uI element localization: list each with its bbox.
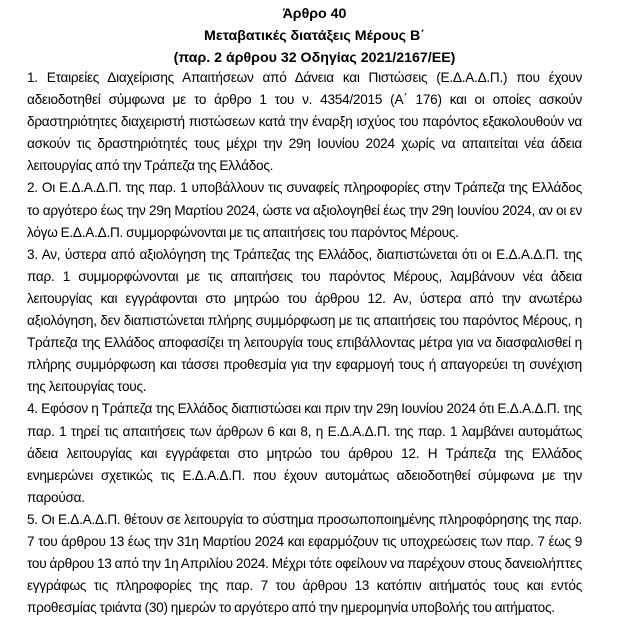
article-heading xyxy=(0,0,629,69)
paragraph-2: 2. Οι Ε.Δ.Α.Δ.Π. της παρ. 1 υποβάλλουν τις συναφείς πληροφορίες στην Τράπεζα της Ελλάδος το αργότερο έως την 29η Μαρτίου 2024, ώστε να αξιολογηθεί έως την 29η Ιουνίου 2024, αν οι εν λόγω Ε.Δ.Α.Δ.Π. συμμορφώνονται με τις απαιτήσεις του παρόντος Μέρους. xyxy=(27,180,582,240)
article-reference: (παρ. 2 άρθρου 32 Οδηγίας 2021/2167/ΕΕ) xyxy=(173,50,456,66)
paragraph-5: 5. Οι Ε.Δ.Α.Δ.Π. θέτουν σε λειτουργία το σύστημα προσωποποιημένης πληροφόρησης της παρ. 7 του άρθρου 13 έως την 31η Μαρτίου 2024 και εφαρμόζουν τις υποχρεώσεις των παρ. 7 έως 9 του άρθρου 13 από την 1η Απριλίου 2024. Μέχρι τότε οφείλουν να παρέχουν στους δανειολήπτες εγγράφως τις πληροφορίες της παρ. 7 του άρθρου 13 κατόπιν αιτήματός τους και εντός προθεσμίας τριάντα (30) ημερών το αργότερο από την ημερομηνία υποβολής του αιτήματος. xyxy=(27,511,582,616)
paragraph-1: 1. Εταιρείες Διαχείρισης Απαιτήσεων από Δάνεια και Πιστώσεις (Ε.Δ.Α.Δ.Π.) που έχουν αδειοδοτηθεί σύμφωνα με το άρθρο 1 του ν. 4354/2015 (Α΄ 176) και οι οποίες ασκούν δραστηριότητες διαχειριστή πιστώσεων κατά την έναρξη ισχύος του παρόντος εξακολουθούν να ασκούν τις δραστηριότητές τους μέχρι την 29η Ιουνίου 2024 χωρίς να απαιτείται νέα άδεια λειτουργίας από την Τράπεζα της Ελλάδος. xyxy=(27,70,582,174)
paragraph-3: 3. Αν, ύστερα από αξιολόγηση της Τράπεζας της Ελλάδος, διαπιστώνεται ότι οι Ε.Δ.Α.Δ.Π. της παρ. 1 συμμορφώνονται με τις απαιτήσεις του παρόντος Μέρους, λαμβάνουν νέα άδεια λειτουργίας και εγγράφονται στο μητρώο του άρθρου 12. Αν, ύστερα από την ανωτέρω αξιολόγηση, δεν διαπιστώνεται πλήρης συμμόρφωση με τις απαιτήσεις του παρόντος Μέρους, η Τράπεζα της Ελλάδος αποφασίζει τη λειτουργία τους επιβάλλοντας μέτρα για να διασφαλισθεί η πλήρης συμμόρφωση και τάσσει προθεσμία για την εφαρμογή τους ή απαγορεύει τη συνέχιση της λειτουργίας τους. xyxy=(27,246,582,395)
article-body xyxy=(27,67,582,619)
article-number: Άρθρο 40 xyxy=(282,6,347,22)
article-title: Μεταβατικές διατάξεις Μέρους Β΄ xyxy=(204,28,425,44)
paragraph-4: 4. Εφόσον η Τράπεζα της Ελλάδος διαπιστώσει και πριν την 29η Ιουνίου 2024 ότι Ε.Δ.Α.Δ.Π. της παρ. 1 τηρεί τις απαιτήσεις των άρθρων 6 και 8, η Ε.Δ.Α.Δ.Π. της παρ. 1 λαμβάνει αυτομάτως άδεια λειτουργίας και εγγράφεται στο μητρώο του άρθρου 12. Η Τράπεζα της Ελλάδος ενημερώνει σχετικώς τις Ε.Δ.Α.Δ.Π. που έχουν αυτομάτως αδειοδοτηθεί σύμφωνα με την παρούσα. xyxy=(27,401,582,505)
